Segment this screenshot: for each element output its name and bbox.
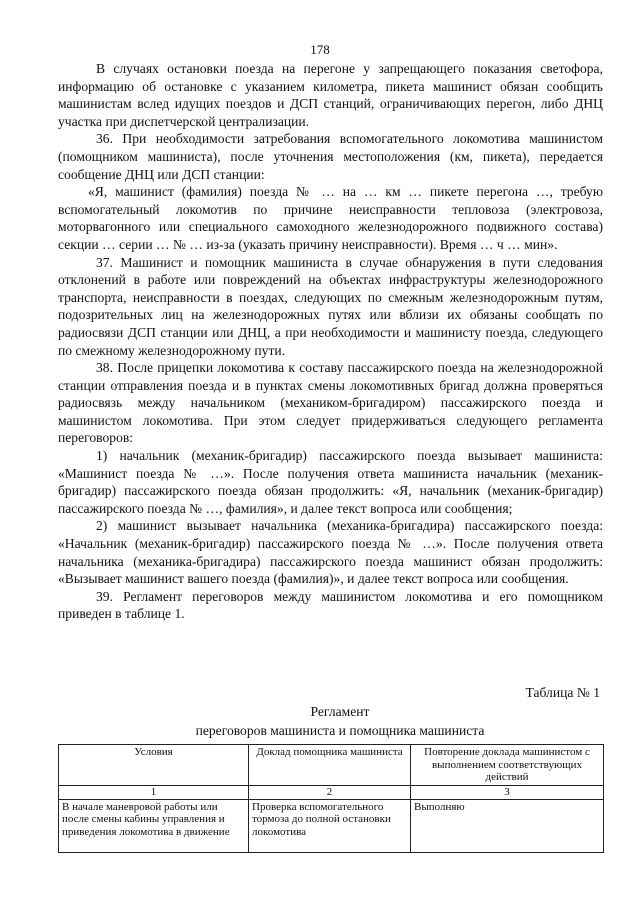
paragraph-36-quote: «Я, машинист (фамилия) поезда № … на … км … пикете перегона …, требую вспомогательный локомотив по причине неисправности тепловоза (электровоза, моторвагонного или специального самоходного железнодорожного подвижного состава) секции … серии … № … из-за (указать причину неисправности). Время … ч … мин». — [58, 184, 603, 252]
paragraph-38-item-1: 1) начальник (механик-бригадир) пассажирского поезда вызывает машиниста: «Машинист поезда № …». После получения ответа машиниста начальник (механик-бригадир) пассажирского поезда обязан продолжить: «Я, начальник (механик-бригадир) пассажирского поезда № …, фамилия», и далее текст вопроса или сообщения; — [58, 448, 603, 516]
table-title-line-1: Регламент — [310, 704, 370, 719]
table-row — [59, 799, 604, 852]
table-cell-report: Проверка вспомогательного тормоза до полной остановки локомотива — [249, 799, 411, 852]
table-column-numbers-row — [59, 786, 604, 800]
regulation-table — [58, 744, 604, 853]
table-cell-repeat: Выполняю — [411, 799, 604, 852]
header-assistant-report: Доклад помощника машиниста — [249, 745, 411, 786]
table-title-line-2: переговоров машиниста и помощника машиниста — [195, 723, 485, 738]
column-number: 3 — [411, 786, 604, 800]
column-number: 1 — [59, 786, 249, 800]
paragraph-36: 36. При необходимости затребования вспомогательного локомотива машинистом (помощником машиниста), после уточнения местоположения (км, пикета), передается сообщение ДНЦ или ДСП станции: — [58, 131, 603, 182]
page-number: 178 — [310, 42, 330, 57]
table-cell-condition: В начале маневровой работы или после смены кабины управления и приведения локомотива в движение — [59, 799, 249, 852]
header-conditions: Условия — [59, 745, 249, 786]
paragraph-38: 38. После прицепки локомотива к составу пассажирского поезда на железнодорожной станции отправления поезда и в пунктах смены локомотивных бригад должна проверяться радиосвязь между начальником (механиком-бригадиром) пассажирского поезда и машинистом локомотива. При этом следует придерживаться следующего регламента переговоров: — [58, 360, 603, 446]
table-header-row — [59, 745, 604, 786]
body-text — [58, 60, 603, 623]
table-number: Таблица № 1 — [525, 685, 600, 700]
paragraph-39: 39. Регламент переговоров между машинистом локомотива и его помощником приведен в таблице 1. — [58, 588, 603, 622]
table-title — [40, 702, 640, 740]
paragraph-stop-info: В случаях остановки поезда на перегоне у запрещающего показания светофора, информацию об остановке с указанием километра, пикета машинист обязан сообщить машинистам вслед идущих поездов и ДСП станций, ограничивающих перегон, либо ДНЦ участка при диспетчерской централизации. — [58, 61, 603, 129]
paragraph-37: 37. Машинист и помощник машиниста в случае обнаружения в пути следования отклонений в работе или повреждений на объектах инфраструктуры железнодорожного транспорта, неисправности в поездах, следующих по смежным железнодорожным путям, подозрительных лиц на железнодорожных путях или вблизи их обязаны сообщать по радиосвязи ДСП станции или ДНЦ, а при необходимости и машинисту поезда, следующего по смежному железнодорожному пути. — [58, 254, 603, 358]
column-number: 2 — [249, 786, 411, 800]
paragraph-38-item-2: 2) машинист вызывает начальника (механика-бригадира) пассажирского поезда: «Начальник (механик-бригадир) пассажирского поезда № …». После получения ответа начальника (механика-бригадира) пассажирского поезда машинист обязан продолжить: «Вызывает машинист вашего поезда (фамилия)», и далее текст вопроса или сообщения. — [58, 518, 603, 587]
header-driver-repeat: Повторение доклада машинистом с выполнением соответствующих действий — [411, 745, 604, 786]
